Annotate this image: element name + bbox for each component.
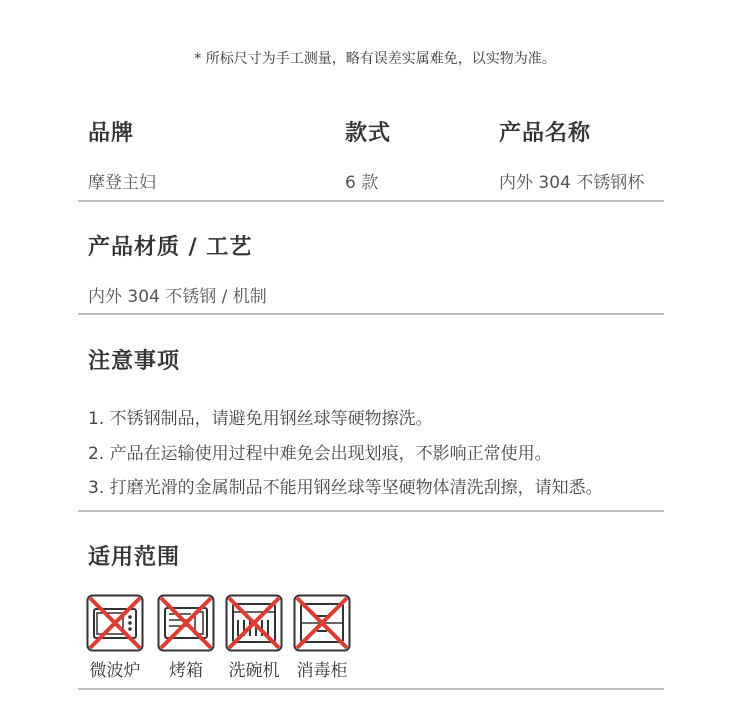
oven-label: 烤箱 <box>169 661 203 681</box>
brand-value: 摩登主妇 <box>88 173 156 193</box>
divider <box>78 313 664 315</box>
divider <box>78 688 664 690</box>
note-item: 2. 产品在运输使用过程中难免会出现划痕，不影响正常使用。 <box>88 444 552 464</box>
divider <box>78 510 664 512</box>
material-value: 内外 304 不锈钢 / 机制 <box>88 287 267 307</box>
microwave-label: 微波炉 <box>89 661 141 681</box>
dishwasher-label: 洗碗机 <box>228 661 280 681</box>
microwave-icon <box>86 594 144 652</box>
style-value: 6 款 <box>345 173 379 193</box>
product-name-label: 产品名称 <box>499 121 592 146</box>
note-item: 1. 不锈钢制品，请避免用钢丝球等硬物擦洗。 <box>88 409 433 429</box>
divider <box>78 200 664 202</box>
disclaimer-note: * 所标尺寸为手工测量，略有误差实属难免，以实物为准。 <box>194 51 556 67</box>
style-label: 款式 <box>345 121 392 146</box>
note-item: 3. 打磨光滑的金属制品不能用钢丝球等坚硬物体清洗刮擦，请知悉。 <box>88 478 603 498</box>
material-label: 产品材质 / 工艺 <box>88 235 253 260</box>
sterilizer-cabinet-label: 消毒柜 <box>296 661 348 681</box>
oven-icon <box>157 594 215 652</box>
notes-label: 注意事项 <box>88 349 181 374</box>
sterilizer-cabinet-icon <box>293 594 351 652</box>
product-name-value: 内外 304 不锈钢杯 <box>499 173 645 193</box>
brand-label: 品牌 <box>88 121 135 146</box>
dishwasher-icon <box>225 594 283 652</box>
usage-label: 适用范围 <box>88 545 181 570</box>
